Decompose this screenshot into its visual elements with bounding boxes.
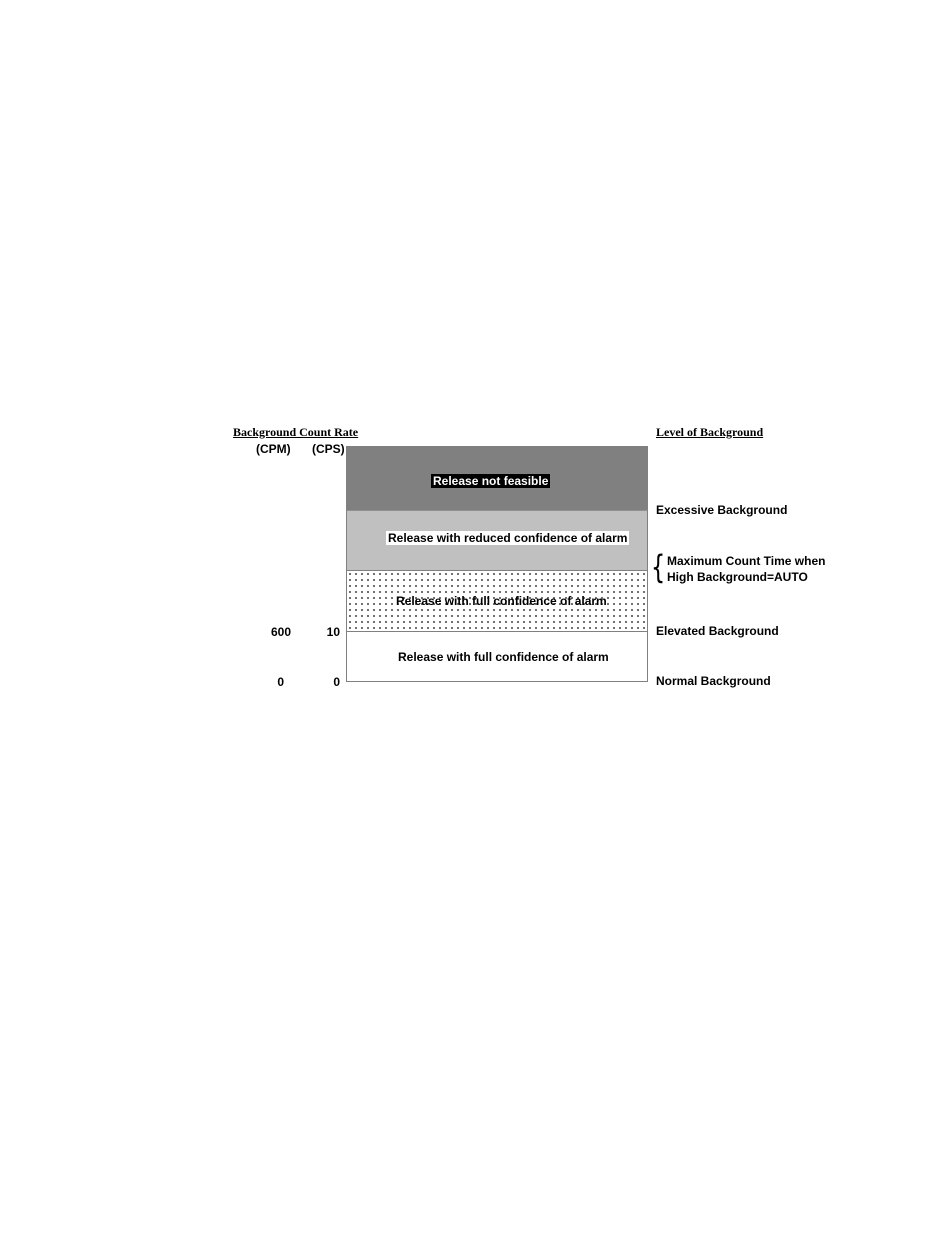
header-level-of-background: Level of Background — [656, 425, 764, 439]
level-elevated-background: Elevated Background — [656, 624, 779, 638]
annotation-line-2: High Background=AUTO — [667, 570, 808, 584]
zone-full-confidence-elevated — [346, 570, 648, 632]
tick-cps-10: 10 — [326, 625, 340, 639]
annotation-line-1: Maximum Count Time when — [667, 554, 826, 568]
curly-brace-icon: { — [651, 548, 666, 586]
zone-reduced-confidence — [346, 510, 648, 570]
unit-cpm: (CPM) — [256, 442, 291, 456]
zone-label: Release with reduced confidence of alarm — [388, 531, 628, 545]
tick-cpm-600: 600 — [270, 625, 291, 639]
level-normal-background: Normal Background — [656, 674, 771, 688]
tick-cpm-0: 0 — [277, 675, 284, 689]
zone-release-not-feasible — [346, 446, 648, 510]
zone-label: Release not feasible — [433, 474, 549, 488]
zone-full-confidence-normal — [346, 631, 648, 682]
zone-label: Release with full confidence of alarm — [398, 650, 609, 664]
unit-cps: (CPS) — [312, 442, 345, 456]
header-background-count-rate: Background Count Rate — [233, 425, 359, 439]
tick-cps-0: 0 — [333, 675, 340, 689]
level-excessive-background: Excessive Background — [656, 503, 788, 517]
zone-label: Release with full confidence of alarm — [396, 594, 607, 608]
